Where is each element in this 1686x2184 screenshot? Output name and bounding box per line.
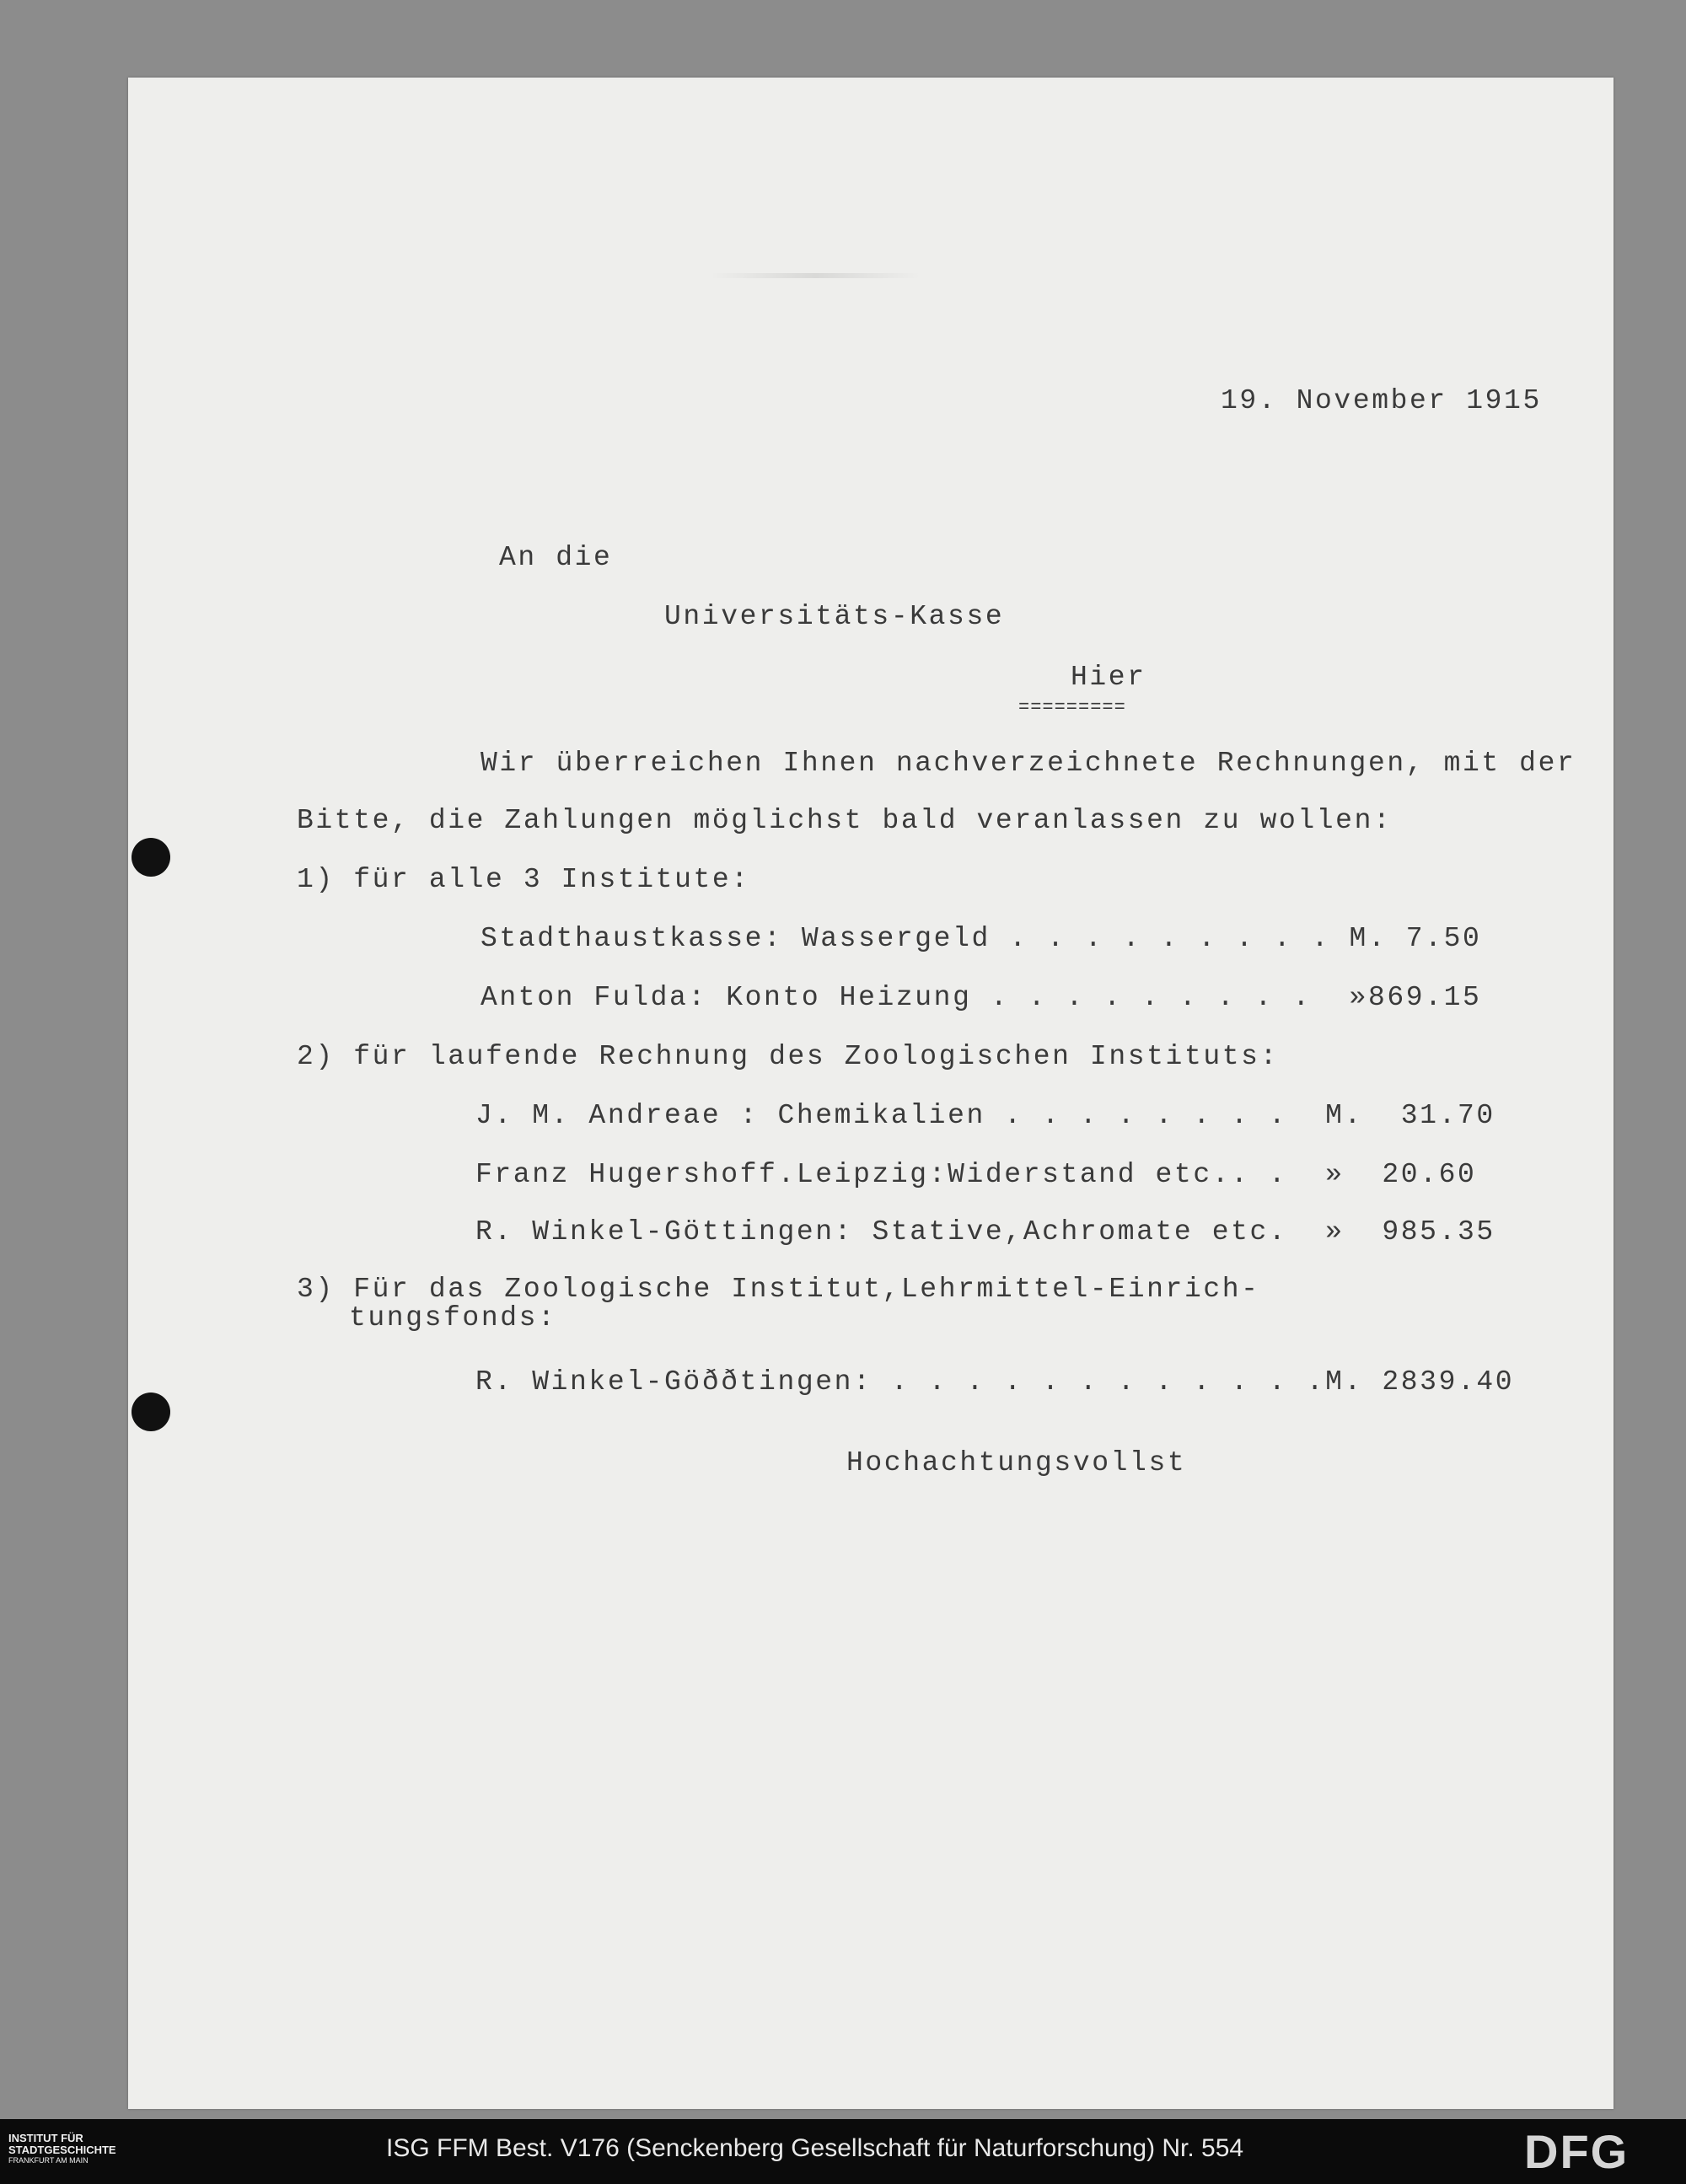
- body-line-1: Wir überreichen Ihnen nachverzeichnete Rechnungen, mit der: [481, 748, 1576, 779]
- archive-caption: ISG FFM Best. V176 (Senckenberg Gesellschaft für Naturforschung) Nr. 554: [386, 2134, 1244, 2162]
- punch-hole-top: [132, 838, 170, 877]
- institute-line-1: INSTITUT FÜR: [8, 2132, 83, 2144]
- addressee-underline: =========: [1018, 697, 1126, 718]
- section-1-heading: 1) für alle 3 Institute:: [297, 864, 750, 895]
- archive-footer: [0, 2119, 1686, 2184]
- section-3-item: R. Winkel-Göððtingen: . . . . . . . . . . . .M. 2839.40: [475, 1366, 1515, 1398]
- faint-mark: [710, 273, 921, 278]
- letter-date: 19. November 1915: [1221, 385, 1542, 416]
- institute-line-2: STADTGESCHICHTE: [8, 2144, 116, 2156]
- institute-logo: [8, 2133, 116, 2165]
- letter-page: [128, 78, 1614, 2109]
- section-3-heading-line-2: tungsfonds:: [349, 1302, 557, 1333]
- addressee-line-1: An die: [499, 542, 613, 573]
- institute-line-3: FRANKFURT AM MAIN: [8, 2156, 89, 2165]
- section-1-item: Stadthaustkasse: Wassergeld . . . . . . . . . M. 7.50: [481, 923, 1482, 954]
- dfg-logo: DFG: [1524, 2125, 1630, 2178]
- section-1-item: Anton Fulda: Konto Heizung . . . . . . . . . »869.15: [481, 982, 1482, 1013]
- section-2-item: Franz Hugershoff.Leipzig:Widerstand etc.. . » 20.60: [475, 1159, 1477, 1190]
- section-3-heading-line-1: 3) Für das Zoologische Institut,Lehrmittel-Einrich-: [297, 1274, 1260, 1305]
- section-2-item: J. M. Andreae : Chemikalien . . . . . . . . M. 31.70: [475, 1100, 1495, 1131]
- body-line-2: Bitte, die Zahlungen möglichst bald veranlassen zu wollen:: [297, 805, 1393, 836]
- addressee-line-2: Universitäts-Kasse: [664, 601, 1005, 632]
- section-2-heading: 2) für laufende Rechnung des Zoologischen Instituts:: [297, 1041, 1279, 1072]
- addressee-line-3: Hier: [1071, 662, 1146, 693]
- section-2-item: R. Winkel-Göttingen: Stative,Achromate etc. » 985.35: [475, 1216, 1495, 1248]
- closing: Hochachtungsvollst: [846, 1447, 1187, 1478]
- punch-hole-bottom: [132, 1393, 170, 1431]
